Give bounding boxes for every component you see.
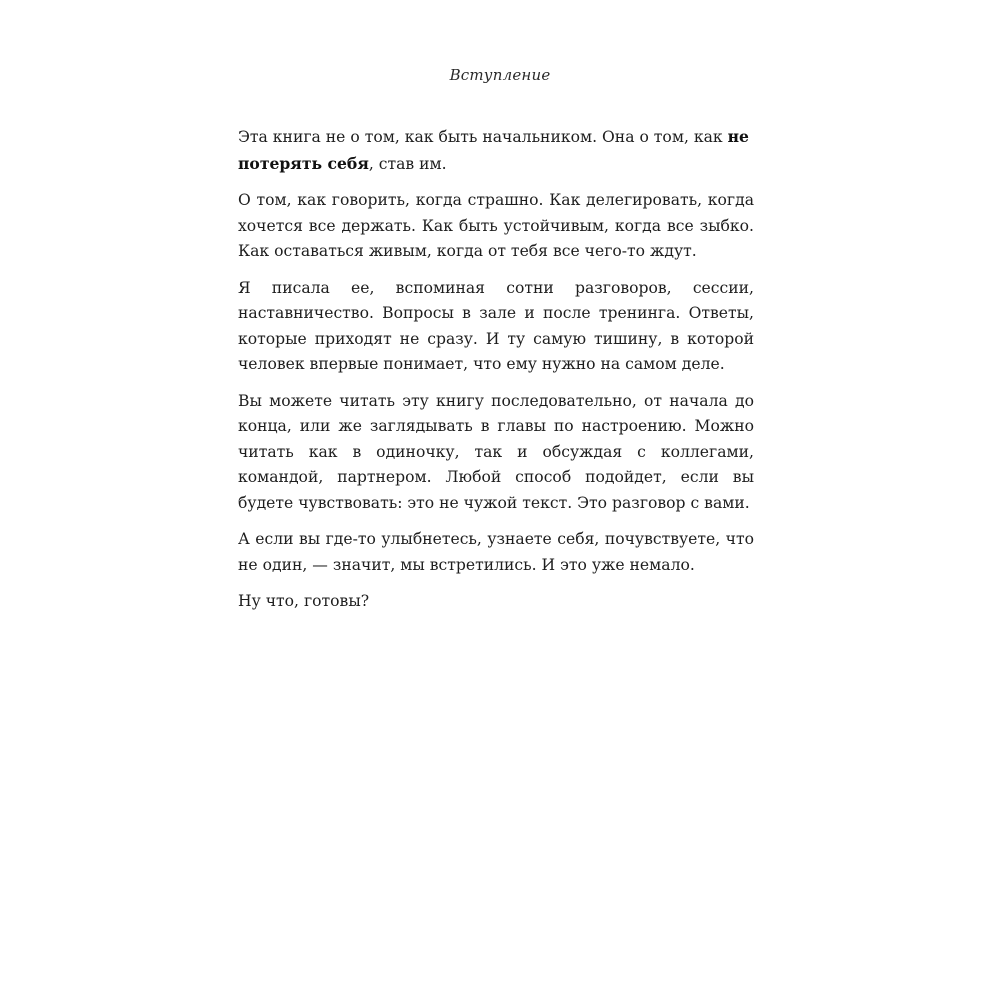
paragraph-1 xyxy=(238,124,754,177)
paragraph-5: А если вы где-то улыбнетесь, узнаете себя, почувствуете, что не один, — значит, мы встретились. И это уже немало. xyxy=(238,530,754,574)
paragraph-6: Ну что, готовы? xyxy=(238,592,370,610)
paragraph-1-end: , став им. xyxy=(368,154,447,173)
paragraph-3: Я писала ее, вспоминая сотни разговоров, сессии, наставничество. Вопросы в зале и после тренинга. Ответы, которые приходят не сразу. И ту самую тишину, в которой человек впервые понимает, что ему нужно на самом деле. xyxy=(238,278,754,373)
paragraph-4: Вы можете читать эту книгу последовательно, от начала до конца, или же заглядывать в главы по настроению. Можно читать как в одиночку, так и обсуждая с коллегами, командой, партнером. Любой способ подойдет, если вы будете чувствовать: это не чужой текст. Это разговор с вами. xyxy=(238,391,754,512)
emphasis-text: не потерять себя xyxy=(238,127,749,173)
paragraph-2: О том, как говорить, когда страшно. Как делегировать, когда хочется все держать. Как быть устойчивым, когда все зыбко. Как оставаться живым, когда от тебя все чего-то ждут. xyxy=(238,191,754,260)
body-text xyxy=(238,124,754,626)
running-header: Вступление xyxy=(449,66,551,84)
paragraph-1-start: Эта книга не о том, как быть начальником. Она о том, как xyxy=(238,128,728,146)
